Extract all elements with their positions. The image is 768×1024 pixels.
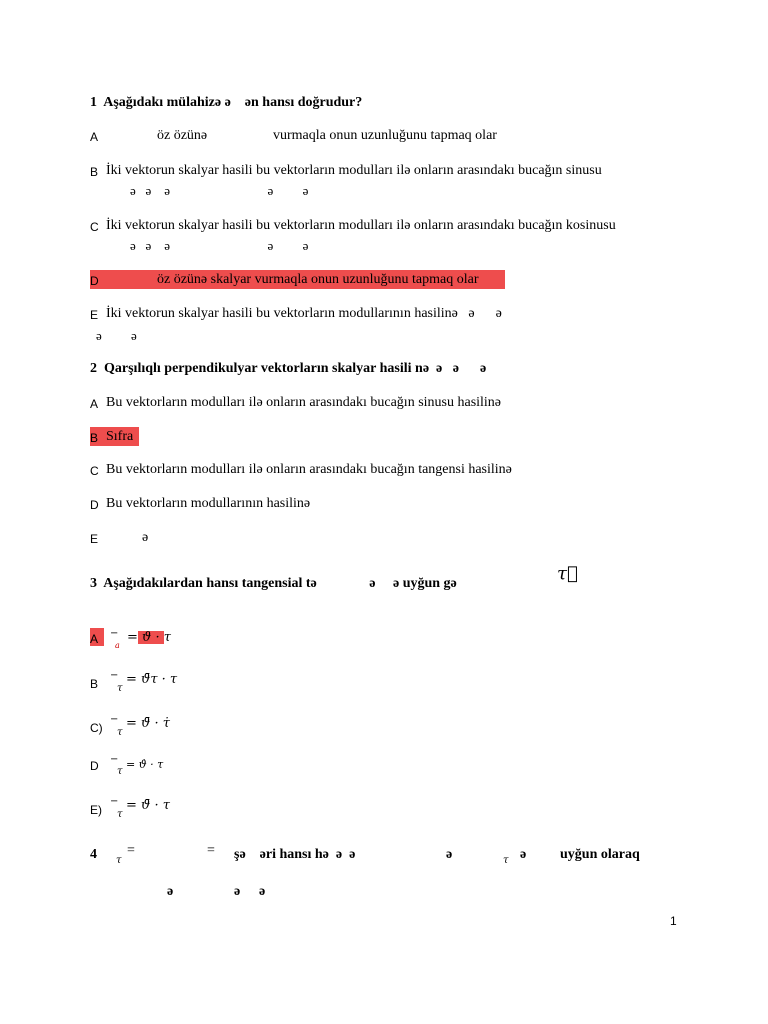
q3-option-a-vector-bar: − xyxy=(110,628,119,639)
q4-fragment-1: ə xyxy=(446,847,453,862)
q3-option-a-formula: = ϑ · τ xyxy=(127,630,171,645)
q1-option-b-continuation: ə ə ə ə ə xyxy=(130,183,309,198)
q1-option-b-letter: B xyxy=(90,165,99,179)
q1-option-c-continuation: ə ə ə ə ə xyxy=(130,238,309,253)
q1-option-d-letter: D xyxy=(90,274,99,288)
q2-option-d-text: Bu vektorların modullarının hasilinə xyxy=(106,496,311,511)
q3-option-e-subscript: τ xyxy=(117,809,123,820)
q4-equals-1: = xyxy=(127,843,135,858)
q1-option-b-text: İki vektorun skalyar hasili bu vektorların modulları ilə onların arasındakı bucağın sinusu xyxy=(106,163,602,178)
q3-option-e-letter: E) xyxy=(90,803,102,817)
q4-continuation-1: ə xyxy=(167,884,174,899)
q1-option-e-text: İki vektorun skalyar hasili bu vektorların modullarının hasilinə ə ə xyxy=(106,306,502,321)
q2-option-e-letter: E xyxy=(90,532,99,546)
q3-option-c-letter: C) xyxy=(90,721,103,735)
q4-number: 4 xyxy=(90,847,97,862)
q2-option-d-letter: D xyxy=(90,498,99,512)
q4-tail-text: uyğun olaraq xyxy=(560,847,640,862)
q2-option-b-letter: B xyxy=(90,431,99,445)
q3-option-a-subscript: a xyxy=(115,641,120,650)
q3-option-a-letter: A xyxy=(90,632,99,646)
q3-option-b-vector-bar: − xyxy=(110,670,119,681)
q4-equals-2: = xyxy=(207,843,215,858)
q3-option-c-vector-bar: − xyxy=(110,714,119,725)
q1-option-a-part2: vurmaqla onun uzunluğunu tapmaq olar xyxy=(273,128,497,143)
page-number: 1 xyxy=(670,914,677,928)
q2-option-e-text: ə xyxy=(142,530,149,545)
q3-option-d-letter: D xyxy=(90,759,99,773)
q1-option-e-letter: E xyxy=(90,308,99,322)
q4-continuation-3: ə xyxy=(259,884,266,899)
q3-option-b-letter: B xyxy=(90,677,99,691)
q4-subscript-tau-2: τ xyxy=(503,855,509,866)
q3-option-d-vector-bar: − xyxy=(110,754,119,765)
q2-title: 2 Qarşılıqlı perpendikulyar vektorların skalyar hasili nə ə ə ə xyxy=(90,361,487,376)
q3-option-c-subscript: τ xyxy=(117,727,123,738)
q2-option-b-text: Sıfra xyxy=(106,429,134,444)
q2-option-c-text: Bu vektorların modulları ilə onların arasındakı bucağın tangensi hasilinə xyxy=(106,462,512,477)
q3-option-e-vector-bar: − xyxy=(110,796,119,807)
q2-option-a-letter: A xyxy=(90,397,99,411)
q3-option-e-formula: = ϑ̄ · τ xyxy=(126,798,170,813)
q3-option-d-subscript: τ xyxy=(117,766,123,777)
q1-title: 1 Aşağıdakı mülahizə ə ən hansı doğrudur? xyxy=(90,95,363,110)
q1-option-c-letter: C xyxy=(90,220,99,234)
q4-text: şə əri hansı hə ə ə xyxy=(234,847,356,862)
q3-option-b-subscript: τ xyxy=(117,683,123,694)
q3-option-b-formula: = ϑ̄τ · τ xyxy=(126,672,178,687)
q2-option-c-letter: C xyxy=(90,464,99,478)
q2-option-a-text: Bu vektorların modulları ilə onların arasındakı bucağın sinusu hasilinə xyxy=(106,395,502,410)
q4-fragment-2: ə xyxy=(520,847,527,862)
q3-option-d-formula: = ϑ̇ · τ xyxy=(126,758,164,771)
q1-option-e-continuation: ə ə xyxy=(96,328,137,343)
q4-continuation-2: ə xyxy=(234,884,241,899)
q1-option-c-text: İki vektorun skalyar hasili bu vektorların modulları ilə onların arasındakı bucağın kosinusu xyxy=(106,218,616,233)
q1-option-a-part1: öz özünə xyxy=(157,128,208,143)
q3-option-c-formula: = ϑ̄ · τ̇ xyxy=(126,716,170,731)
q1-option-d-text: öz özünə skalyar vurmaqla onun uzunluğunu tapmaq olar xyxy=(157,272,479,287)
q3-title: 3 Aşağıdakılardan hansı tangensial tə ə ə uyğun gə xyxy=(90,576,457,591)
q3-tau-vector-symbol: τ⃗ xyxy=(557,563,578,584)
q4-subscript-tau: τ xyxy=(116,855,122,866)
q1-option-a-letter: A xyxy=(90,130,99,144)
